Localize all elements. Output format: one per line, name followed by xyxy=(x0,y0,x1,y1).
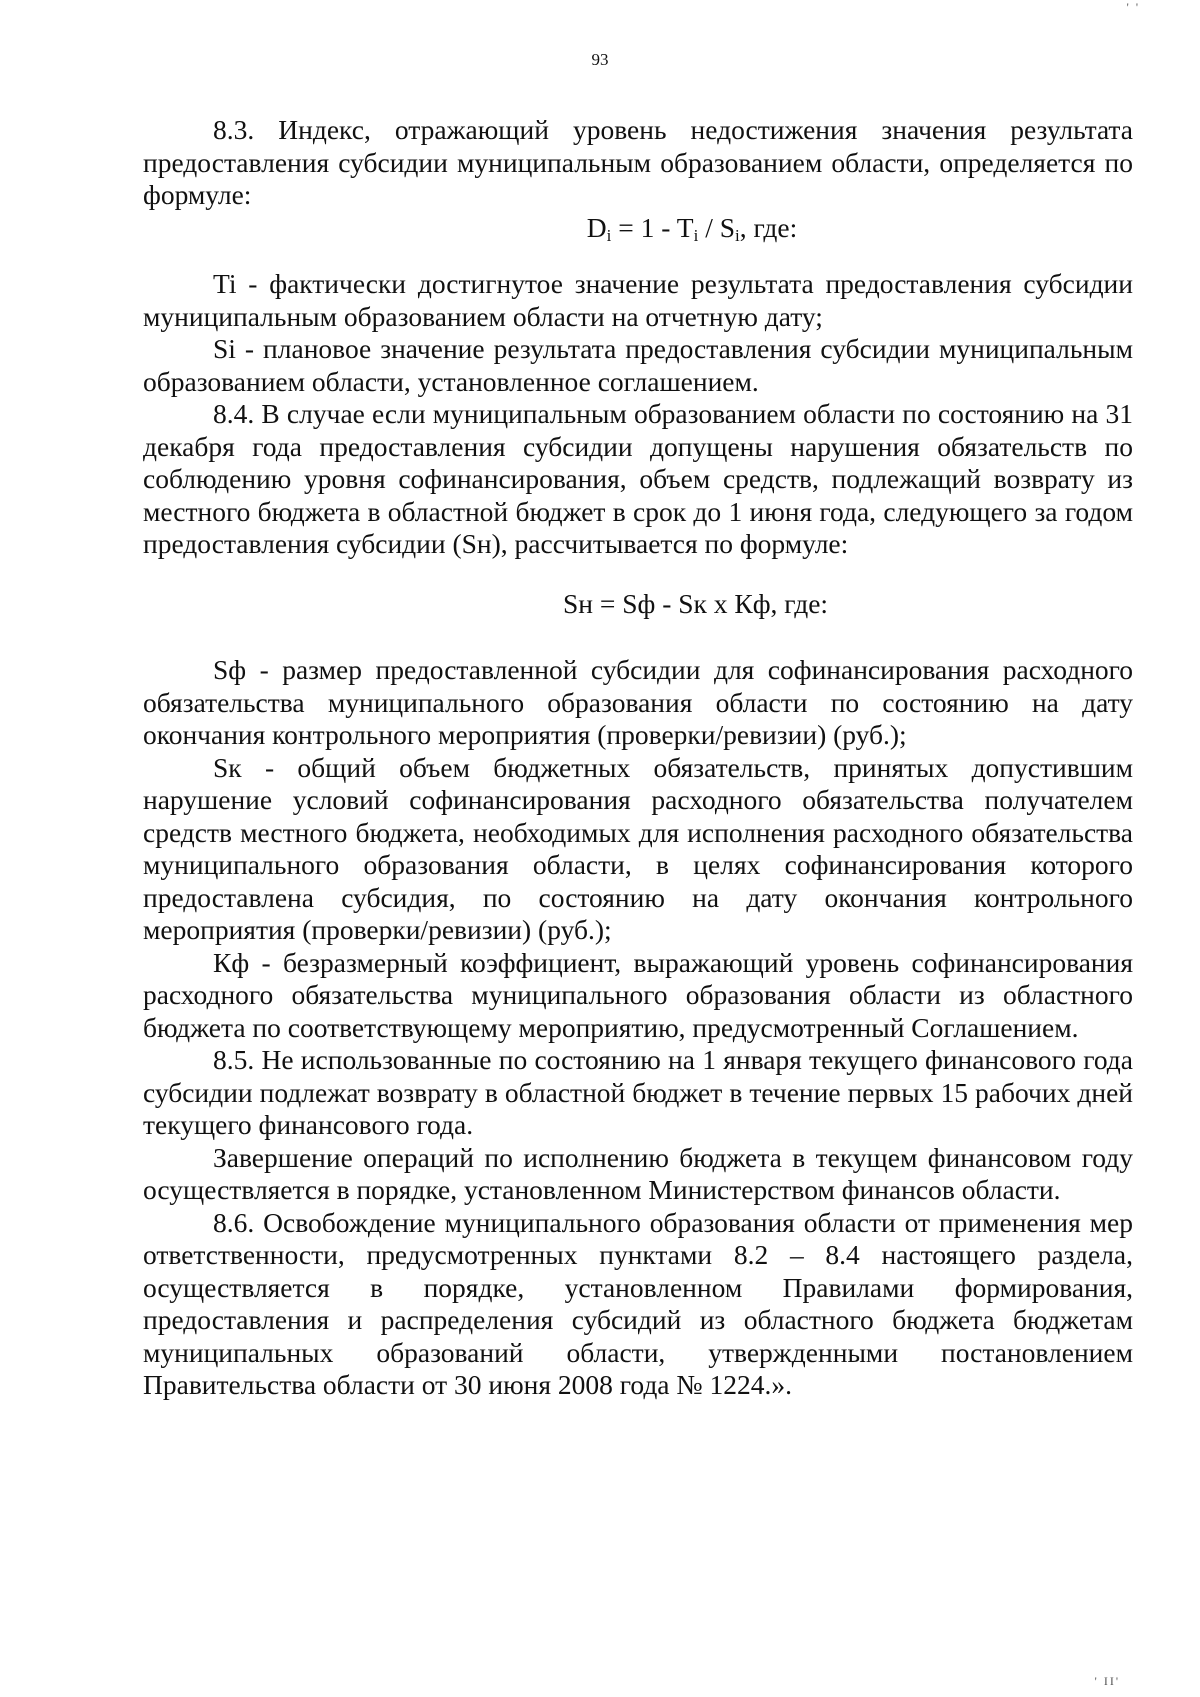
scan-mark-top: ' ' xyxy=(1126,0,1140,14)
formula-eq: = 1 - xyxy=(611,211,677,243)
paragraph-sf-definition: Sф - размер предоставленной субсидии для софинансирования расходного обязательства муниципального образования области по состоянию на дату окончания контрольного мероприятия (проверки/ревизии) (руб.); xyxy=(143,654,1133,750)
formula-d-sub: i xyxy=(606,225,612,245)
document-body xyxy=(143,114,1133,1402)
paragraph-8-3: 8.3. Индекс, отражающий уровень недостижения значения результата предоставления субсидии муниципальным образованием области, определяется по формуле: xyxy=(143,114,1133,210)
page-number: 93 xyxy=(591,50,609,69)
formula-t-sub: i xyxy=(693,225,699,245)
paragraph-8-4: 8.4. В случае если муниципальным образованием области по состоянию на 31 декабря года предоставления субсидии допущены нарушения обязательств по соблюдению уровня софинансирования, объем средств, подлежащий возврату из местного бюджета в областной бюджет в срок до 1 июня года, следующего за годом предоставления субсидии (Sн), рассчитывается по формуле: xyxy=(143,398,1133,559)
formula-d: D xyxy=(586,211,607,243)
paragraph-si-definition: Si - плановое значение результата предоставления субсидии муниципальным образованием области, установленное соглашением. xyxy=(143,333,1133,397)
paragraph-budget-completion: Завершение операций по исполнению бюджета в текущем финансовом году осуществляется в порядке, установленном Министерством финансов области. xyxy=(143,1141,1133,1205)
formula-t: T xyxy=(676,211,694,243)
formula-s-sub: i xyxy=(735,225,740,245)
formula-tail: , где: xyxy=(739,211,798,243)
formula-s: S xyxy=(719,211,736,243)
scan-mark-bottom: ' II' xyxy=(1094,1674,1120,1688)
paragraph-8-5: 8.5. Не использованные по состоянию на 1 января текущего финансового года субсидии подлежат возврату в областной бюджет в течение первых 15 рабочих дней текущего финансового года. xyxy=(143,1044,1133,1140)
formula-index-d xyxy=(143,212,1133,245)
paragraph-kf-definition: Кф - безразмерный коэффициент, выражающий уровень софинансирования расходного обязательства муниципального образования области из областного бюджета по соответствующему мероприятию, предусмотренный Соглашением. xyxy=(143,946,1133,1043)
paragraph-8-6: 8.6. Освобождение муниципального образования области от применения мер ответственности, предусмотренных пунктами 8.2 – 8.4 настоящего раздела, осуществляется в порядке, установленном Правилами формирования, предоставления и распределения субсидий из областного бюджета бюджетам муниципальных образований области, утвержденными постановлением Правительства области от 30 июня 2008 года № 1224.». xyxy=(143,1206,1133,1400)
paragraph-ti-definition: Ti - фактически достигнутое значение результата предоставления субсидии муниципальным образованием области на отчетную дату; xyxy=(143,268,1133,332)
formula-sn: Sн = Sф - Sк х Кф, где: xyxy=(562,587,829,619)
formula-div: / xyxy=(698,211,720,243)
paragraph-sk-definition: Sк - общий объем бюджетных обязательств, принятых допустившим нарушение условий софинансирования расходного обязательства получателем средств местного бюджета, необходимых для исполнения расходного обязательства муниципального образования области, в целях софинансирования которого предоставлена субсидия, по состоянию на дату окончания контрольного мероприятия (проверки/ревизии) (руб.); xyxy=(143,751,1133,945)
